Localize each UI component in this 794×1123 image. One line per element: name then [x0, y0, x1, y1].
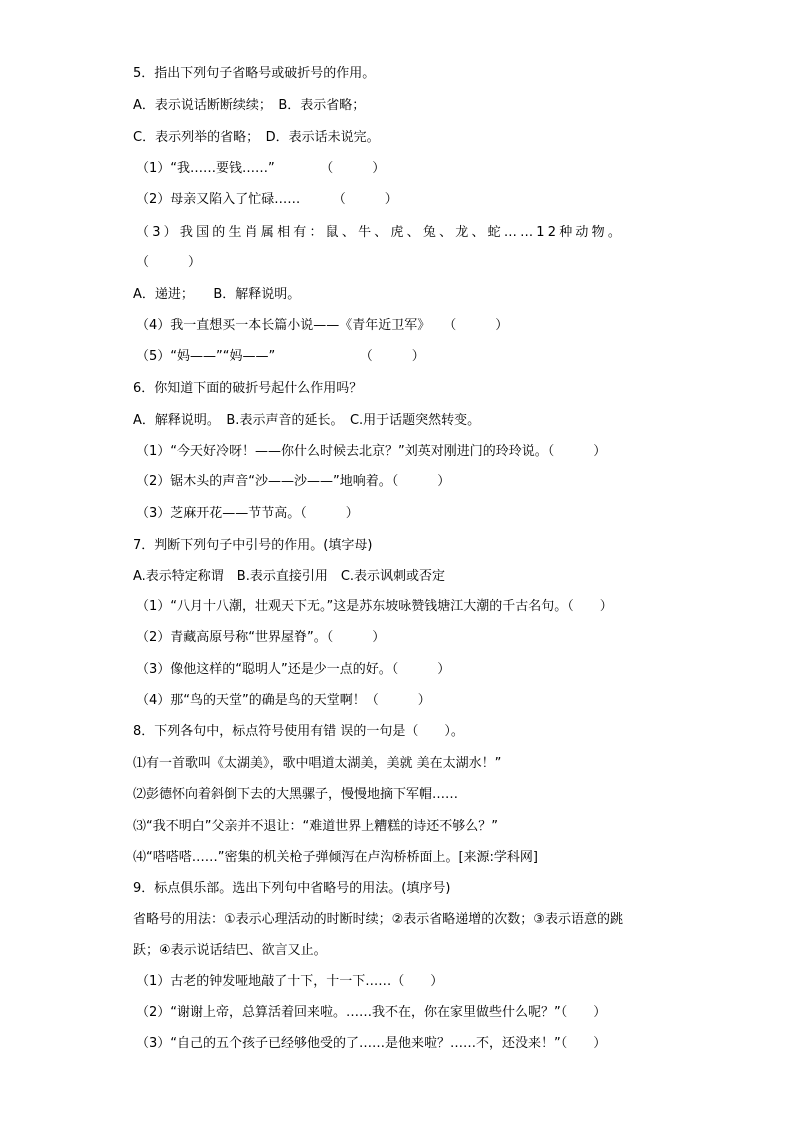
- q9-item-3: （3）“自己的五个孩子已经够他受的了……是他来啦？……不，还没来！”（ ）: [136, 1036, 607, 1051]
- q5-item-4: （4）我一直想买一本长篇小说——《青年近卫军》 （ ）: [136, 318, 509, 333]
- q7-item-4: （4）那“鸟的天堂”的确是鸟的天堂啊！（ ）: [136, 693, 431, 708]
- q8-item-3: ⑶“我不明白”父亲并不退让：“难道世界上糟糕的诗还不够么？”: [133, 819, 498, 834]
- q8-title: 8．下列各句中，标点符号使用有错 误的一句是（ ）。: [133, 724, 464, 739]
- q6-options: A．解释说明。 B.表示声音的延长。 C.用于话题突然转变。: [133, 413, 481, 428]
- q9-title: 9．标点俱乐部。选出下列句中省略号的用法。(填序号): [133, 881, 451, 896]
- q7-options: A.表示特定称谓 B.表示直接引用 C.表示讽刺或否定: [133, 569, 446, 584]
- q5-title: 5．指出下列句子省略号或破折号的作用。: [133, 66, 376, 81]
- q8-item-4: ⑷“嗒嗒嗒……”密集的机关枪子弹倾泻在卢沟桥桥面上。[来源:学科网]: [133, 850, 538, 865]
- q5-item-2: （2）母亲又陷入了忙碌…… （ ）: [136, 192, 398, 207]
- q9-usage-line-1: 省略号的用法：①表示心理活动的时断时续；②表示省略递增的次数；③表示语意的跳: [133, 912, 623, 927]
- q9-item-2: （2）“谢谢上帝，总算活着回来啦。……我不在，你在家里做些什么呢？”（ ）: [136, 1005, 607, 1020]
- q9-usage-line-2: 跃；④表示说话结巴、欲言又止。: [133, 943, 327, 958]
- q7-item-1: （1）“八月十八潮，壮观天下无。”这是苏东坡咏赞钱塘江大潮的千古名句。（ ）: [136, 599, 613, 614]
- q6-title: 6．你知道下面的破折号起什么作用吗？: [133, 381, 363, 396]
- q8-item-2: ⑵彭德怀向着斜倒下去的大黑骡子，慢慢地摘下军帽……: [133, 787, 459, 802]
- q5-options-ab: A．表示说话断断续续； B．表示省略；: [133, 98, 366, 113]
- q6-item-1: （1）“今天好冷呀！——你什么时候去北京？”刘英对刚进门的玲玲说。（ ）: [136, 444, 607, 459]
- q6-item-2: （2）锯木头的声音“沙——沙——”地响着。（ ）: [136, 474, 451, 489]
- q5-item-1: （1）“我……要钱……” （ ）: [136, 161, 386, 176]
- q7-item-3: （3）像他这样的“聪明人”还是少一点的好。（ ）: [136, 662, 451, 677]
- q9-item-1: （1）古老的钟发哑地敲了十下，十一下……（ ）: [136, 974, 444, 989]
- q5-options-ab-2: A．递进； B．解释说明。: [133, 287, 301, 302]
- q7-title: 7．判断下列句子中引号的作用。(填字母): [133, 538, 373, 553]
- q7-item-2: （2）青藏高原号称“世界屋脊”。（ ）: [136, 630, 386, 645]
- q8-item-1: ⑴有一首歌叫《太湖美》，歌中唱道太湖美，美就 美在太湖水！”: [133, 756, 502, 771]
- q5-item-3: （3）我国的生肖属相有：鼠、牛、虎、兔、龙、蛇……12种动物。: [136, 225, 625, 240]
- q5-item-5: （5）“妈——”“妈——” （ ）: [136, 349, 425, 364]
- q5-options-cd: C．表示列举的省略； D．表示话未说完。: [133, 130, 380, 145]
- q6-item-3: （3）芝麻开花——节节高。（ ）: [136, 506, 359, 521]
- q5-item-3-answer: （ ）: [136, 255, 202, 270]
